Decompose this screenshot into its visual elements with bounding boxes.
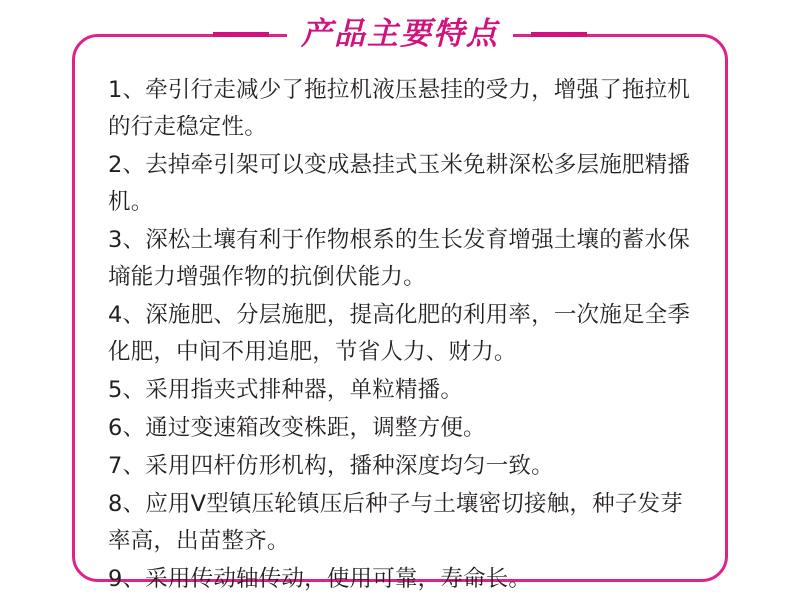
feature-list (108, 72, 700, 599)
list-item: 8、应用V型镇压轮镇压后种子与土壤密切接触，种子发芽率高，出苗整齐。 (108, 491, 683, 554)
title-rule-right (531, 32, 587, 37)
list-item: 2、去掉牵引架可以变成悬挂式玉米免耕深松多层施肥精播机。 (108, 152, 691, 215)
list-item: 9、采用传动轴传动，使用可靠，寿命长。 (108, 566, 532, 592)
list-item: 3、深松土壤有利于作物根系的生长发育增强土壤的蓄水保墒能力增强作物的抗倒伏能力。 (108, 227, 691, 290)
list-item: 6、通过变速箱改变株距，调整方便。 (108, 415, 486, 441)
poster-title-bar (0, 6, 800, 62)
list-item: 7、采用四杆仿形机构，播种深度均匀一致。 (108, 453, 554, 479)
list-item: 1、牵引行走减少了拖拉机液压悬挂的受力，增强了拖拉机的行走稳定性。 (108, 77, 691, 140)
list-item: 4、深施肥、分层施肥，提高化肥的利用率，一次施足全季化肥，中间不用追肥，节省人力、财力。 (108, 302, 691, 365)
page-title: 产品主要特点 (287, 12, 513, 56)
title-rule-left (213, 32, 269, 37)
list-item: 5、采用指夹式排种器，单粒精播。 (108, 377, 464, 403)
